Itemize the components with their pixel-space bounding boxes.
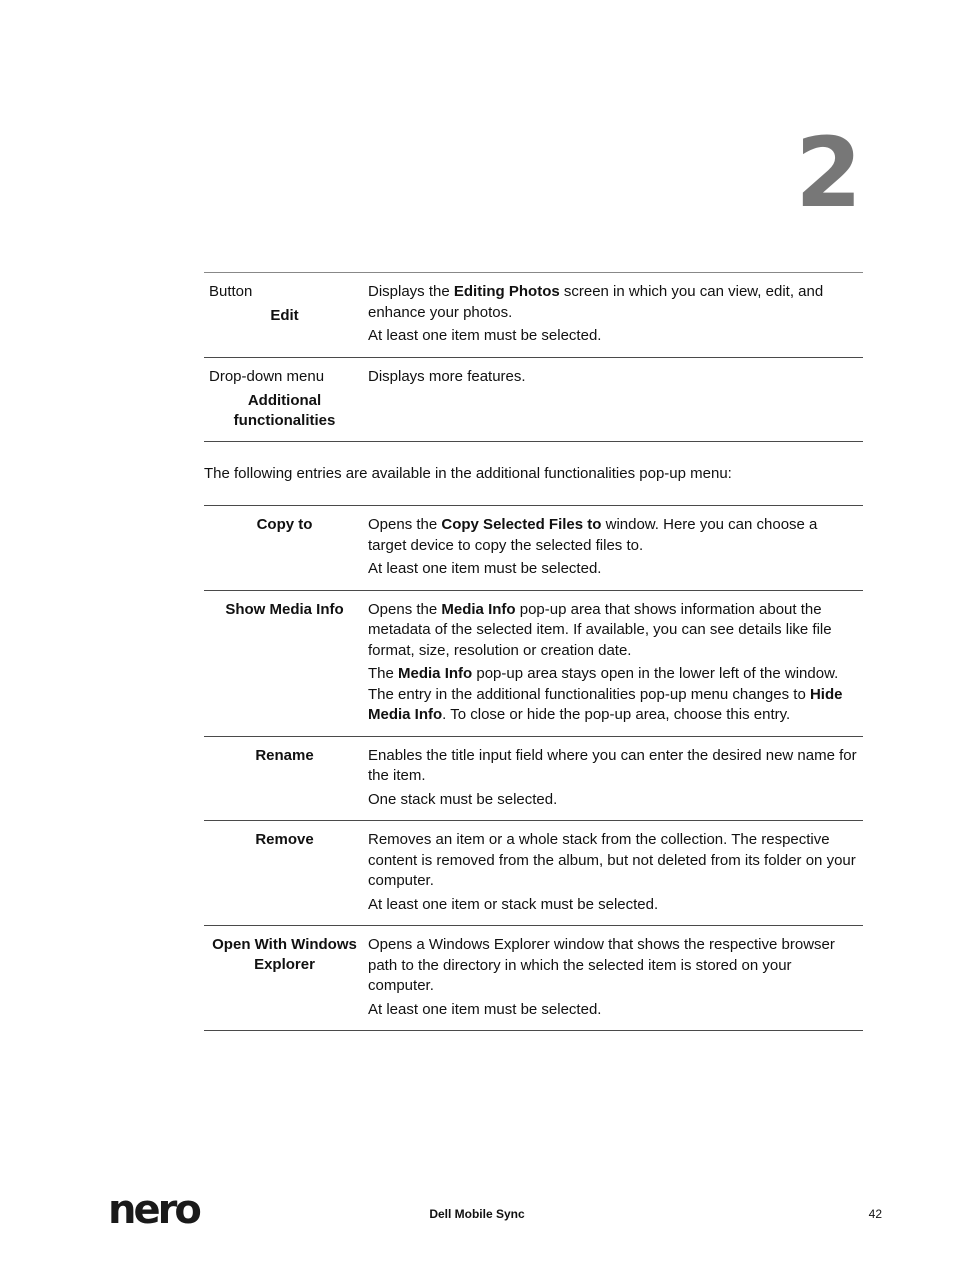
description-cell: [364, 926, 863, 1031]
description-paragraph: [368, 830, 857, 892]
element-type: Drop-down menu: [209, 367, 325, 385]
description-paragraph: [368, 559, 857, 580]
element-name: Rename: [255, 746, 314, 764]
element-type: Button: [209, 283, 253, 300]
text-segment: At least one item must be selected.: [368, 560, 602, 577]
element-name: Copy to: [256, 516, 313, 533]
term-cell: [204, 926, 364, 1031]
text-segment: One stack must be selected.: [368, 790, 558, 808]
element-name: Open With Windows Explorer: [212, 936, 357, 973]
term-cell: [204, 736, 364, 821]
term-cell: [204, 590, 364, 736]
description-cell: [364, 506, 863, 591]
controls-table: [204, 272, 863, 442]
table-row: [204, 590, 863, 736]
table-row: [204, 821, 863, 926]
table-row: [204, 273, 863, 358]
page-number: 42: [868, 1207, 882, 1221]
description-paragraph: [368, 326, 857, 347]
term-cell: [204, 506, 364, 591]
text-segment: Opens a Windows Explorer window that shows the respective browser path to the directory in which the selected item is stored on your computer.: [368, 936, 835, 994]
description-cell: [364, 821, 863, 926]
description-paragraph: [368, 935, 857, 997]
description-paragraph: [368, 746, 857, 787]
term-cell: [204, 273, 364, 358]
text-segment: The: [368, 665, 399, 682]
bold-term: Copy Selected Files to: [441, 516, 602, 533]
text-segment: Opens the: [368, 600, 442, 618]
text-segment: Enables the title input field where you can enter the desired new name for the item.: [368, 746, 857, 784]
description-paragraph: [368, 515, 857, 556]
element-name: Additional functionalities: [233, 391, 336, 429]
text-segment: pop-up area stays open in the lower left of the window. The entry in the additional functionalities pop-up menu changes to: [368, 665, 839, 703]
functionalities-table: [204, 505, 863, 1031]
nero-logo: nero: [108, 1187, 199, 1233]
text-segment: window. Here you can choose a target device to copy the selected files to.: [368, 516, 818, 554]
description-cell: [364, 590, 863, 736]
intro-text: The following entries are available in the additional functionalities pop-up menu:: [204, 465, 732, 482]
chapter-number: 2: [795, 117, 862, 229]
bold-term: Media Info: [441, 600, 516, 618]
term-cell: [204, 357, 364, 441]
description-paragraph: [368, 790, 857, 811]
description-paragraph: [368, 600, 857, 662]
text-segment: Opens the: [368, 516, 442, 533]
text-segment: Displays more features.: [368, 367, 526, 385]
description-paragraph: [368, 367, 857, 388]
text-segment: pop-up area that shows information about the metadata of the selected item. If available, you can see details like file format, size, resolution or creation date.: [368, 600, 832, 659]
bold-term: Hide Media Info: [368, 685, 843, 723]
text-segment: Removes an item or a whole stack from the collection. The respective content is removed from the album, but not deleted from its folder on your computer.: [368, 831, 856, 889]
bold-term: Editing Photos: [453, 283, 560, 300]
text-segment: Displays the: [368, 283, 454, 300]
text-segment: screen in which you can view, edit, and enhance your photos.: [368, 283, 824, 321]
description-cell: [364, 273, 863, 358]
description-cell: [364, 736, 863, 821]
bold-term: Media Info: [398, 665, 473, 682]
table-row: [204, 506, 863, 591]
text-segment: At least one item must be selected.: [368, 327, 602, 344]
description-paragraph: [368, 895, 857, 916]
element-name: Show Media Info: [225, 600, 344, 618]
footer-product-title: Dell Mobile Sync: [429, 1207, 525, 1221]
description-paragraph: [368, 1000, 857, 1021]
term-cell: [204, 821, 364, 926]
table-row: [204, 736, 863, 821]
description-paragraph: [368, 664, 857, 726]
description-cell: [364, 357, 863, 441]
text-segment: At least one item or stack must be selected.: [368, 895, 659, 913]
element-name: Remove: [255, 831, 314, 848]
text-segment: . To close or hide the pop-up area, choose this entry.: [442, 706, 791, 723]
table-row: [204, 357, 863, 441]
element-name: Edit: [270, 307, 299, 324]
text-segment: At least one item must be selected.: [368, 1000, 602, 1018]
table-row: [204, 926, 863, 1031]
description-paragraph: [368, 282, 857, 323]
